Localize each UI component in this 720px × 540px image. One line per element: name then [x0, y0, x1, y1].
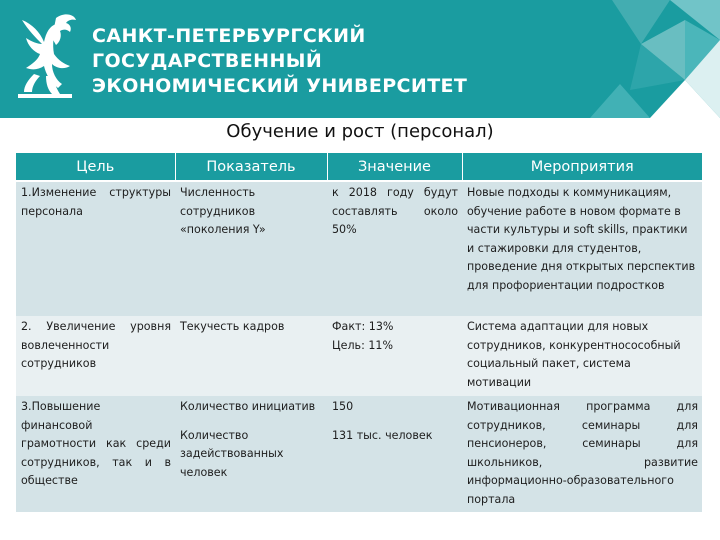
indicator-cell: Численность сотрудников «поколения Y»: [175, 181, 327, 316]
university-name-line-2: ГОСУДАРСТВЕННЫЙ: [92, 50, 323, 72]
value-cell: [327, 396, 462, 512]
university-name-line-1: САНКТ-ПЕТЕРБУРГСКИЙ: [92, 25, 366, 47]
value-target: Цель: 11%: [332, 338, 393, 352]
header-banner: [0, 0, 720, 118]
value-cell: к 2018 году будут составлять около 50%: [327, 181, 462, 316]
goals-table: [16, 153, 702, 512]
value-people: 131 тыс. человек: [332, 428, 433, 442]
column-header-value: Значение: [327, 153, 462, 181]
value-cell: [327, 316, 462, 396]
actions-cell: Новые подходы к коммуникациям, обучение работе в новом формате в части культуры и soft skills, практики и стажировки для студентов, проведение дня открытых перспектив для профориентации подростков: [462, 181, 702, 316]
decorative-triangles: [520, 0, 720, 118]
actions-cell: Система адаптации для новых сотрудников, конкурентносособный социальный пакет, система мотивации: [462, 316, 702, 396]
indicator-cell: [175, 396, 327, 512]
goal-cell: 1.Изменение структуры персонала: [16, 181, 175, 316]
university-name: [92, 24, 467, 99]
indicator-cell: Текучесть кадров: [175, 316, 327, 396]
indicator-people: Количество задействованных человек: [180, 428, 284, 479]
indicator-initiatives: Количество инициатив: [180, 400, 316, 413]
value-initiatives: 150: [332, 400, 354, 413]
column-header-goal: Цель: [16, 153, 175, 181]
table-row: [16, 316, 702, 396]
goal-cell: 2. Увеличение уровня вовлеченности сотрудников: [16, 316, 175, 396]
university-name-line-3: ЭКОНОМИЧЕСКИЙ УНИВЕРСИТЕТ: [92, 75, 468, 97]
actions-cell: Мотивационная программа для сотрудников, семинары для пенсионеров, семинары для школьников, развитие информационно-образовательного портала: [462, 396, 702, 512]
table-row: [16, 396, 702, 512]
column-header-indicator: Показатель: [175, 153, 327, 181]
griffin-logo-icon: [12, 10, 82, 102]
slide-title: Обучение и рост (персонал): [226, 121, 494, 142]
goal-cell: 3.Повышение финансовой грамотности как среди сотрудников, так и в обществе: [16, 396, 175, 512]
table-header-row: [16, 153, 702, 181]
column-header-actions: Мероприятия: [462, 153, 702, 181]
table-row: [16, 181, 702, 316]
value-fact: Факт: 13%: [332, 320, 394, 333]
